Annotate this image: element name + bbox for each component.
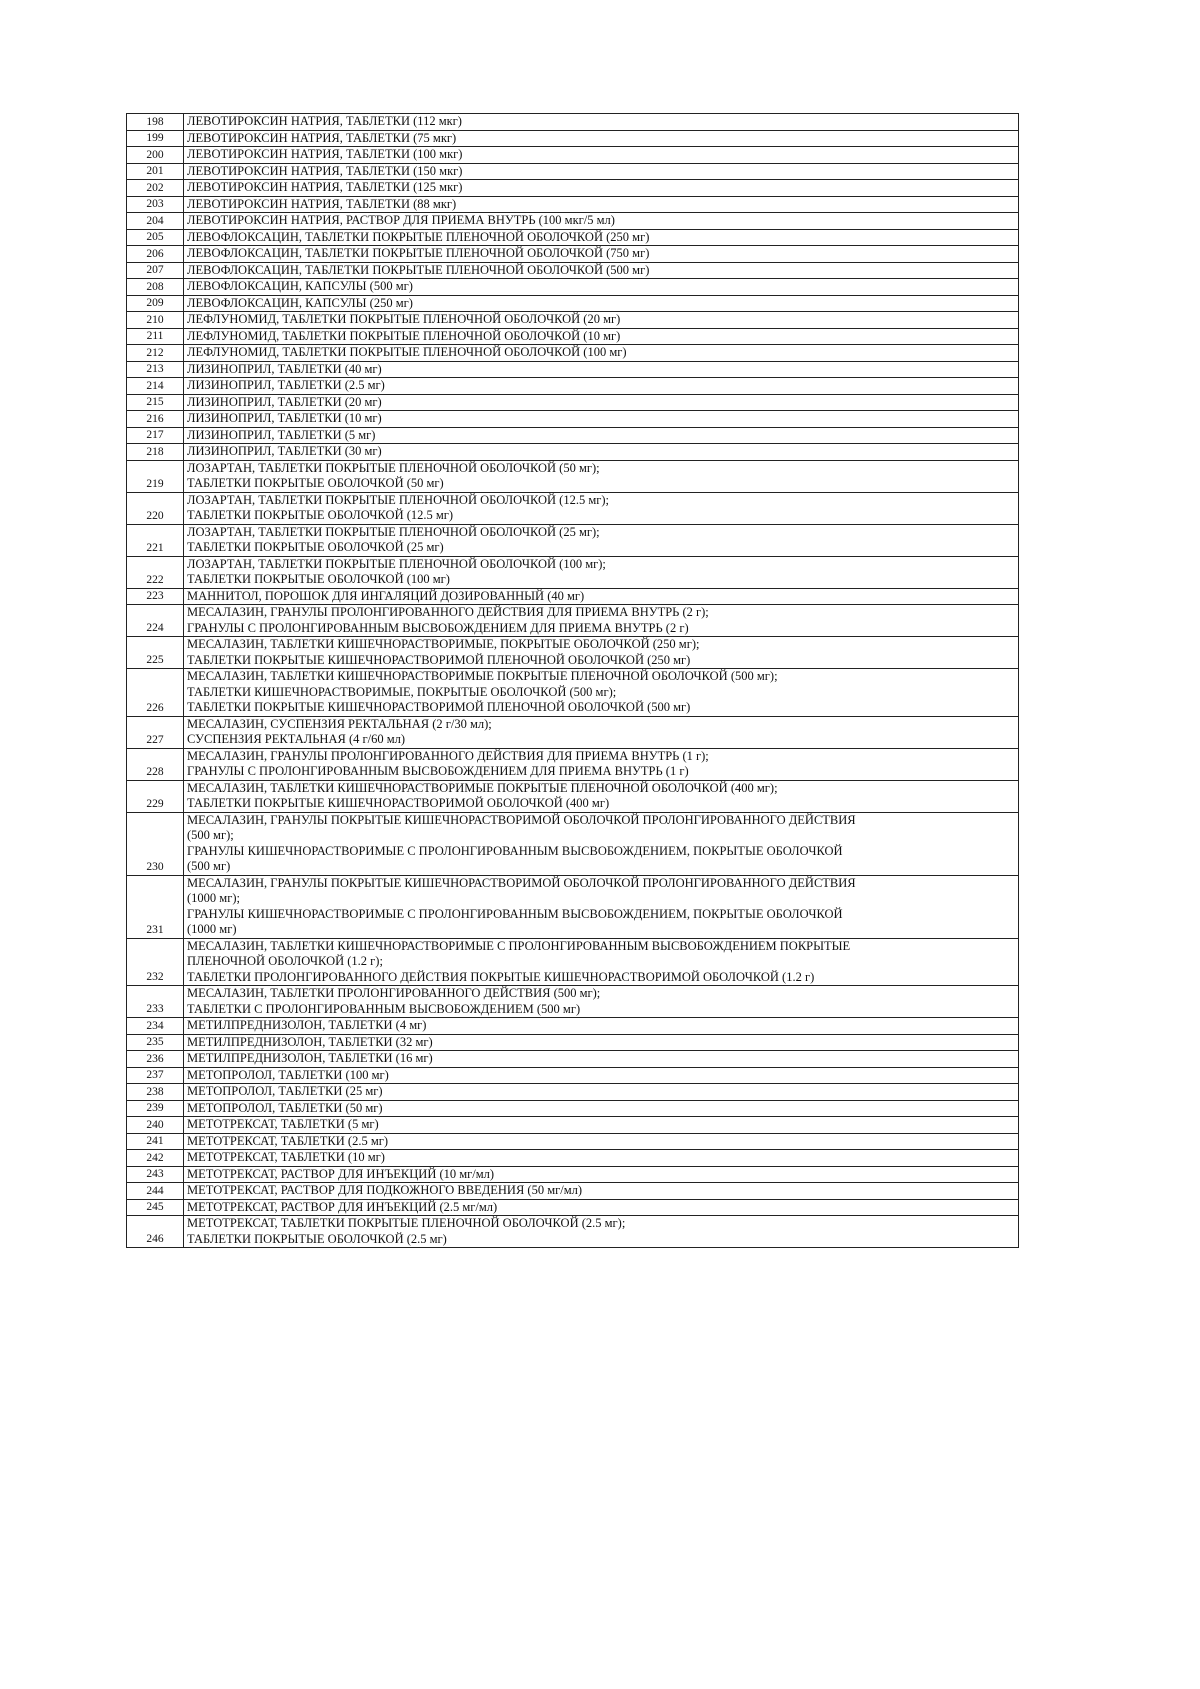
drug-description (184, 1216, 1019, 1248)
drug-description (184, 246, 1019, 263)
drug-description (184, 1084, 1019, 1101)
drug-description-line: ТАБЛЕТКИ ПОКРЫТЫЕ ОБОЛОЧКОЙ (25 мг) (187, 540, 444, 554)
row-number: 209 (127, 295, 184, 312)
drug-description-line: ЛЕФЛУНОМИД, ТАБЛЕТКИ ПОКРЫТЫЕ ПЛЕНОЧНОЙ ОБОЛОЧКОЙ (20 мг) (187, 312, 621, 326)
drug-description-line: ЛЕФЛУНОМИД, ТАБЛЕТКИ ПОКРЫТЫЕ ПЛЕНОЧНОЙ ОБОЛОЧКОЙ (10 мг) (187, 328, 621, 343)
table-row (127, 605, 1019, 637)
drug-description-line: ТАБЛЕТКИ ПОКРЫТЫЕ КИШЕЧНОРАСТВОРИМОЙ ОБОЛОЧКОЙ (400 мг) (187, 796, 610, 810)
drug-description-line: МЕТОТРЕКСАТ, РАСТВОР ДЛЯ ИНЪЕКЦИЙ (10 мг/мл) (187, 1166, 495, 1181)
row-number: 243 (127, 1166, 184, 1183)
table-row (127, 1034, 1019, 1051)
drug-description-line: МЕСАЛАЗИН, СУСПЕНЗИЯ РЕКТАЛЬНАЯ (2 г/30 мл); (187, 716, 492, 731)
row-number: 220 (127, 492, 184, 524)
row-number: 239 (127, 1100, 184, 1117)
drug-description (184, 213, 1019, 230)
drug-description-line: ТАБЛЕТКИ ПРОЛОНГИРОВАННОГО ДЕЙСТВИЯ ПОКРЫТЫЕ КИШЕЧНОРАСТВОРИМОЙ ОБОЛОЧКОЙ (1.2 г) (187, 969, 815, 984)
row-number: 231 (127, 875, 184, 938)
table-row (127, 1216, 1019, 1248)
row-number: 244 (127, 1183, 184, 1200)
drug-description-line: (1000 мг) (187, 922, 237, 936)
drug-description-line: ТАБЛЕТКИ ПОКРЫТЫЕ КИШЕЧНОРАСТВОРИМОЙ ПЛЕНОЧНОЙ ОБОЛОЧКОЙ (250 мг) (187, 652, 691, 667)
drug-list-body (127, 114, 1019, 1248)
row-number: 238 (127, 1084, 184, 1101)
row-number: 207 (127, 262, 184, 279)
row-number: 215 (127, 394, 184, 411)
drug-description (184, 875, 1019, 938)
row-number: 224 (127, 605, 184, 637)
row-number: 210 (127, 312, 184, 329)
drug-description-line: ЛИЗИНОПРИЛ, ТАБЛЕТКИ (2.5 мг) (187, 378, 385, 392)
drug-description-line: ЛОЗАРТАН, ТАБЛЕТКИ ПОКРЫТЫЕ ПЛЕНОЧНОЙ ОБОЛОЧКОЙ (100 мг); (187, 556, 606, 571)
row-number: 245 (127, 1199, 184, 1216)
drug-description (184, 130, 1019, 147)
row-number: 237 (127, 1067, 184, 1084)
row-number: 213 (127, 361, 184, 378)
drug-description (184, 262, 1019, 279)
table-row (127, 312, 1019, 329)
drug-description (184, 637, 1019, 669)
row-number: 236 (127, 1051, 184, 1068)
row-number: 246 (127, 1216, 184, 1248)
drug-description-line: МЕСАЛАЗИН, ТАБЛЕТКИ КИШЕЧНОРАСТВОРИМЫЕ ПОКРЫТЫЕ ПЛЕНОЧНОЙ ОБОЛОЧКОЙ (400 мг); (187, 780, 778, 795)
drug-description-line: ТАБЛЕТКИ КИШЕЧНОРАСТВОРИМЫЕ, ПОКРЫТЫЕ ОБОЛОЧКОЙ (500 мг); (187, 684, 617, 699)
drug-description (184, 411, 1019, 428)
row-number: 234 (127, 1018, 184, 1035)
drug-description-line: (500 мг); (187, 828, 234, 842)
drug-description (184, 669, 1019, 717)
drug-description (184, 361, 1019, 378)
drug-description-line: МЕТОТРЕКСАТ, РАСТВОР ДЛЯ ПОДКОЖНОГО ВВЕДЕНИЯ (50 мг/мл) (187, 1183, 583, 1197)
row-number: 229 (127, 780, 184, 812)
drug-description-line: МЕТИЛПРЕДНИЗОЛОН, ТАБЛЕТКИ (32 мг) (187, 1034, 433, 1049)
drug-description-line: ГРАНУЛЫ КИШЕЧНОРАСТВОРИМЫЕ С ПРОЛОНГИРОВАННЫМ ВЫСВОБОЖДЕНИЕМ, ПОКРЫТЫЕ ОБОЛОЧКОЙ (187, 843, 843, 858)
row-number: 226 (127, 669, 184, 717)
drug-description-line: ТАБЛЕТКИ ПОКРЫТЫЕ ОБОЛОЧКОЙ (100 мг) (187, 572, 450, 586)
drug-description (184, 427, 1019, 444)
drug-description-line: ЛЕВОТИРОКСИН НАТРИЯ, ТАБЛЕТКИ (88 мкг) (187, 196, 457, 211)
drug-description (184, 378, 1019, 395)
table-row (127, 163, 1019, 180)
table-row (127, 1067, 1019, 1084)
drug-description (184, 328, 1019, 345)
drug-description-line: ГРАНУЛЫ С ПРОЛОНГИРОВАННЫМ ВЫСВОБОЖДЕНИЕМ ДЛЯ ПРИЕМА ВНУТРЬ (2 г) (187, 620, 689, 635)
drug-description-line: МЕСАЛАЗИН, ТАБЛЕТКИ КИШЕЧНОРАСТВОРИМЫЕ ПОКРЫТЫЕ ПЛЕНОЧНОЙ ОБОЛОЧКОЙ (500 мг); (187, 669, 778, 683)
drug-description (184, 1067, 1019, 1084)
table-row (127, 716, 1019, 748)
row-number: 202 (127, 180, 184, 197)
drug-description-line: ЛЕВОФЛОКСАЦИН, ТАБЛЕТКИ ПОКРЫТЫЕ ПЛЕНОЧНОЙ ОБОЛОЧКОЙ (250 мг) (187, 229, 650, 244)
table-row (127, 246, 1019, 263)
table-row (127, 180, 1019, 197)
drug-description-line: МЕТИЛПРЕДНИЗОЛОН, ТАБЛЕТКИ (4 мг) (187, 1018, 427, 1032)
table-row (127, 588, 1019, 605)
drug-description (184, 492, 1019, 524)
row-number: 217 (127, 427, 184, 444)
row-number: 235 (127, 1034, 184, 1051)
drug-description (184, 588, 1019, 605)
table-row (127, 328, 1019, 345)
drug-description (184, 1133, 1019, 1150)
drug-description (184, 812, 1019, 875)
drug-description-line: МЕТОПРОЛОЛ, ТАБЛЕТКИ (25 мг) (187, 1084, 383, 1098)
table-row (127, 229, 1019, 246)
drug-description (184, 229, 1019, 246)
drug-description (184, 524, 1019, 556)
drug-description-line: МЕТОТРЕКСАТ, ТАБЛЕТКИ (10 мг) (187, 1150, 385, 1164)
row-number: 205 (127, 229, 184, 246)
drug-description (184, 295, 1019, 312)
drug-description-line: ЛЕВОТИРОКСИН НАТРИЯ, ТАБЛЕТКИ (150 мкг) (187, 163, 463, 178)
table-row (127, 130, 1019, 147)
table-row (127, 444, 1019, 461)
table-row (127, 669, 1019, 717)
drug-description-line: МЕТОПРОЛОЛ, ТАБЛЕТКИ (100 мг) (187, 1067, 389, 1082)
table-row (127, 262, 1019, 279)
drug-description-line: МЕСАЛАЗИН, ТАБЛЕТКИ КИШЕЧНОРАСТВОРИМЫЕ, ПОКРЫТЫЕ ОБОЛОЧКОЙ (250 мг); (187, 637, 700, 651)
drug-description (184, 147, 1019, 164)
drug-description-line: ЛЕФЛУНОМИД, ТАБЛЕТКИ ПОКРЫТЫЕ ПЛЕНОЧНОЙ ОБОЛОЧКОЙ (100 мг) (187, 345, 627, 359)
row-number: 232 (127, 938, 184, 986)
row-number: 200 (127, 147, 184, 164)
drug-description (184, 1183, 1019, 1200)
drug-description-line: ЛЕВОТИРОКСИН НАТРИЯ, РАСТВОР ДЛЯ ПРИЕМА ВНУТРЬ (100 мкг/5 мл) (187, 213, 615, 227)
drug-description (184, 394, 1019, 411)
row-number: 214 (127, 378, 184, 395)
drug-description (184, 1100, 1019, 1117)
drug-description (184, 1117, 1019, 1134)
table-row (127, 1199, 1019, 1216)
drug-description-line: МЕТИЛПРЕДНИЗОЛОН, ТАБЛЕТКИ (16 мг) (187, 1051, 433, 1065)
table-row (127, 637, 1019, 669)
table-row (127, 1051, 1019, 1068)
drug-description-line: ПЛЕНОЧНОЙ ОБОЛОЧКОЙ (1.2 г); (187, 954, 383, 968)
drug-description-line: ЛИЗИНОПРИЛ, ТАБЛЕТКИ (30 мг) (187, 444, 382, 458)
drug-description-line: ТАБЛЕТКИ ПОКРЫТЫЕ ОБОЛОЧКОЙ (50 мг) (187, 476, 444, 490)
table-row (127, 361, 1019, 378)
row-number: 225 (127, 637, 184, 669)
drug-description-line: МЕСАЛАЗИН, ТАБЛЕТКИ КИШЕЧНОРАСТВОРИМЫЕ С ПРОЛОНГИРОВАННЫМ ВЫСВОБОЖДЕНИЕМ ПОКРЫТЫЕ (187, 938, 851, 953)
row-number: 211 (127, 328, 184, 345)
drug-description (184, 780, 1019, 812)
drug-description-line: МАННИТОЛ, ПОРОШОК ДЛЯ ИНГАЛЯЦИЙ ДОЗИРОВАННЫЙ (40 мг) (187, 588, 585, 603)
drug-description (184, 986, 1019, 1018)
drug-description-line: (1000 мг); (187, 891, 240, 905)
table-row (127, 875, 1019, 938)
drug-description (184, 1051, 1019, 1068)
table-row (127, 1084, 1019, 1101)
table-row (127, 492, 1019, 524)
drug-description (184, 1034, 1019, 1051)
drug-description-line: ЛИЗИНОПРИЛ, ТАБЛЕТКИ (20 мг) (187, 394, 382, 409)
table-row (127, 1100, 1019, 1117)
drug-description (184, 114, 1019, 131)
drug-description-line: МЕСАЛАЗИН, ТАБЛЕТКИ ПРОЛОНГИРОВАННОГО ДЕЙСТВИЯ (500 мг); (187, 986, 601, 1000)
drug-description (184, 1018, 1019, 1035)
drug-description (184, 163, 1019, 180)
drug-description-line: ЛИЗИНОПРИЛ, ТАБЛЕТКИ (10 мг) (187, 411, 382, 425)
row-number: 216 (127, 411, 184, 428)
table-row (127, 986, 1019, 1018)
drug-description-line: МЕСАЛАЗИН, ГРАНУЛЫ ПРОЛОНГИРОВАННОГО ДЕЙСТВИЯ ДЛЯ ПРИЕМА ВНУТРЬ (1 г); (187, 748, 709, 763)
table-row (127, 295, 1019, 312)
drug-description (184, 748, 1019, 780)
drug-description (184, 312, 1019, 329)
row-number: 212 (127, 345, 184, 362)
drug-description-line: ГРАНУЛЫ КИШЕЧНОРАСТВОРИМЫЕ С ПРОЛОНГИРОВАННЫМ ВЫСВОБОЖДЕНИЕМ, ПОКРЫТЫЕ ОБОЛОЧКОЙ (187, 906, 843, 921)
table-row (127, 114, 1019, 131)
drug-description-line: ЛЕВОФЛОКСАЦИН, КАПСУЛЫ (500 мг) (187, 279, 413, 293)
row-number: 230 (127, 812, 184, 875)
row-number: 199 (127, 130, 184, 147)
drug-description (184, 460, 1019, 492)
drug-description-line: ТАБЛЕТКИ ПОКРЫТЫЕ ОБОЛОЧКОЙ (2.5 мг) (187, 1231, 447, 1246)
table-row (127, 147, 1019, 164)
row-number: 222 (127, 556, 184, 588)
drug-description-line: СУСПЕНЗИЯ РЕКТАЛЬНАЯ (4 г/60 мл) (187, 732, 406, 746)
row-number: 208 (127, 279, 184, 296)
drug-description-line: МЕТОТРЕКСАТ, ТАБЛЕТКИ ПОКРЫТЫЕ ПЛЕНОЧНОЙ ОБОЛОЧКОЙ (2.5 мг); (187, 1216, 626, 1230)
drug-description-line: ЛОЗАРТАН, ТАБЛЕТКИ ПОКРЫТЫЕ ПЛЕНОЧНОЙ ОБОЛОЧКОЙ (25 мг); (187, 524, 600, 539)
row-number: 223 (127, 588, 184, 605)
row-number: 227 (127, 716, 184, 748)
table-row (127, 1150, 1019, 1167)
drug-description (184, 1199, 1019, 1216)
table-row (127, 1166, 1019, 1183)
drug-description-line: ЛЕВОТИРОКСИН НАТРИЯ, ТАБЛЕТКИ (100 мкг) (187, 147, 463, 161)
table-row (127, 556, 1019, 588)
drug-description (184, 180, 1019, 197)
drug-description-line: ТАБЛЕТКИ С ПРОЛОНГИРОВАННЫМ ВЫСВОБОЖДЕНИЕМ (500 мг) (187, 1001, 581, 1016)
table-row (127, 213, 1019, 230)
row-number: 218 (127, 444, 184, 461)
table-row (127, 812, 1019, 875)
drug-description-line: МЕТОТРЕКСАТ, РАСТВОР ДЛЯ ИНЪЕКЦИЙ (2.5 мг/мл) (187, 1199, 498, 1214)
row-number: 228 (127, 748, 184, 780)
drug-description-line: МЕТОТРЕКСАТ, ТАБЛЕТКИ (5 мг) (187, 1117, 379, 1131)
drug-description-line: ЛЕВОТИРОКСИН НАТРИЯ, ТАБЛЕТКИ (112 мкг) (187, 114, 462, 128)
drug-description-line: МЕСАЛАЗИН, ГРАНУЛЫ ПОКРЫТЫЕ КИШЕЧНОРАСТВОРИМОЙ ОБОЛОЧКОЙ ПРОЛОНГИРОВАННОГО ДЕЙСТВИЯ (187, 812, 856, 827)
drug-description (184, 716, 1019, 748)
row-number: 206 (127, 246, 184, 263)
row-number: 233 (127, 986, 184, 1018)
drug-description-line: ТАБЛЕТКИ ПОКРЫТЫЕ КИШЕЧНОРАСТВОРИМОЙ ПЛЕНОЧНОЙ ОБОЛОЧКОЙ (500 мг) (187, 700, 691, 714)
drug-description-line: ЛЕВОФЛОКСАЦИН, КАПСУЛЫ (250 мг) (187, 295, 413, 310)
drug-description (184, 605, 1019, 637)
table-row (127, 1117, 1019, 1134)
table-row (127, 279, 1019, 296)
drug-description-line: ЛОЗАРТАН, ТАБЛЕТКИ ПОКРЫТЫЕ ПЛЕНОЧНОЙ ОБОЛОЧКОЙ (12.5 мг); (187, 492, 609, 507)
drug-description (184, 196, 1019, 213)
row-number: 198 (127, 114, 184, 131)
table-row (127, 427, 1019, 444)
row-number: 241 (127, 1133, 184, 1150)
table-row (127, 345, 1019, 362)
table-row (127, 378, 1019, 395)
drug-description-line: ГРАНУЛЫ С ПРОЛОНГИРОВАННЫМ ВЫСВОБОЖДЕНИЕМ ДЛЯ ПРИЕМА ВНУТРЬ (1 г) (187, 764, 689, 778)
table-row (127, 460, 1019, 492)
table-row (127, 524, 1019, 556)
drug-description (184, 444, 1019, 461)
drug-description (184, 279, 1019, 296)
drug-description-line: МЕТОТРЕКСАТ, ТАБЛЕТКИ (2.5 мг) (187, 1133, 389, 1148)
drug-description-line: ТАБЛЕТКИ ПОКРЫТЫЕ ОБОЛОЧКОЙ (12.5 мг) (187, 508, 454, 522)
table-row (127, 1018, 1019, 1035)
table-row (127, 748, 1019, 780)
table-row (127, 196, 1019, 213)
table-row (127, 780, 1019, 812)
table-row (127, 411, 1019, 428)
drug-list-table (126, 113, 1019, 1248)
table-row (127, 1183, 1019, 1200)
drug-description-line: ЛЕВОТИРОКСИН НАТРИЯ, ТАБЛЕТКИ (75 мкг) (187, 130, 457, 145)
drug-description (184, 1166, 1019, 1183)
drug-description-line: ЛИЗИНОПРИЛ, ТАБЛЕТКИ (5 мг) (187, 427, 376, 442)
drug-description (184, 345, 1019, 362)
drug-description-line: ЛЕВОТИРОКСИН НАТРИЯ, ТАБЛЕТКИ (125 мкг) (187, 180, 463, 194)
row-number: 221 (127, 524, 184, 556)
table-row (127, 1133, 1019, 1150)
drug-description-line: ЛОЗАРТАН, ТАБЛЕТКИ ПОКРЫТЫЕ ПЛЕНОЧНОЙ ОБОЛОЧКОЙ (50 мг); (187, 460, 600, 475)
drug-description (184, 938, 1019, 986)
table-row (127, 938, 1019, 986)
drug-description-line: МЕСАЛАЗИН, ГРАНУЛЫ ПОКРЫТЫЕ КИШЕЧНОРАСТВОРИМОЙ ОБОЛОЧКОЙ ПРОЛОНГИРОВАННОГО ДЕЙСТВИЯ (187, 875, 856, 890)
row-number: 204 (127, 213, 184, 230)
drug-description-line: МЕТОПРОЛОЛ, ТАБЛЕТКИ (50 мг) (187, 1100, 383, 1115)
drug-description-line: МЕСАЛАЗИН, ГРАНУЛЫ ПРОЛОНГИРОВАННОГО ДЕЙСТВИЯ ДЛЯ ПРИЕМА ВНУТРЬ (2 г); (187, 605, 709, 619)
row-number: 201 (127, 163, 184, 180)
row-number: 203 (127, 196, 184, 213)
table-row (127, 394, 1019, 411)
drug-description (184, 556, 1019, 588)
drug-description (184, 1150, 1019, 1167)
drug-description-line: ЛИЗИНОПРИЛ, ТАБЛЕТКИ (40 мг) (187, 361, 382, 376)
drug-description-line: ЛЕВОФЛОКСАЦИН, ТАБЛЕТКИ ПОКРЫТЫЕ ПЛЕНОЧНОЙ ОБОЛОЧКОЙ (500 мг) (187, 262, 650, 277)
row-number: 219 (127, 460, 184, 492)
row-number: 240 (127, 1117, 184, 1134)
drug-description-line: ЛЕВОФЛОКСАЦИН, ТАБЛЕТКИ ПОКРЫТЫЕ ПЛЕНОЧНОЙ ОБОЛОЧКОЙ (750 мг) (187, 246, 650, 260)
drug-description-line: (500 мг) (187, 859, 231, 873)
row-number: 242 (127, 1150, 184, 1167)
